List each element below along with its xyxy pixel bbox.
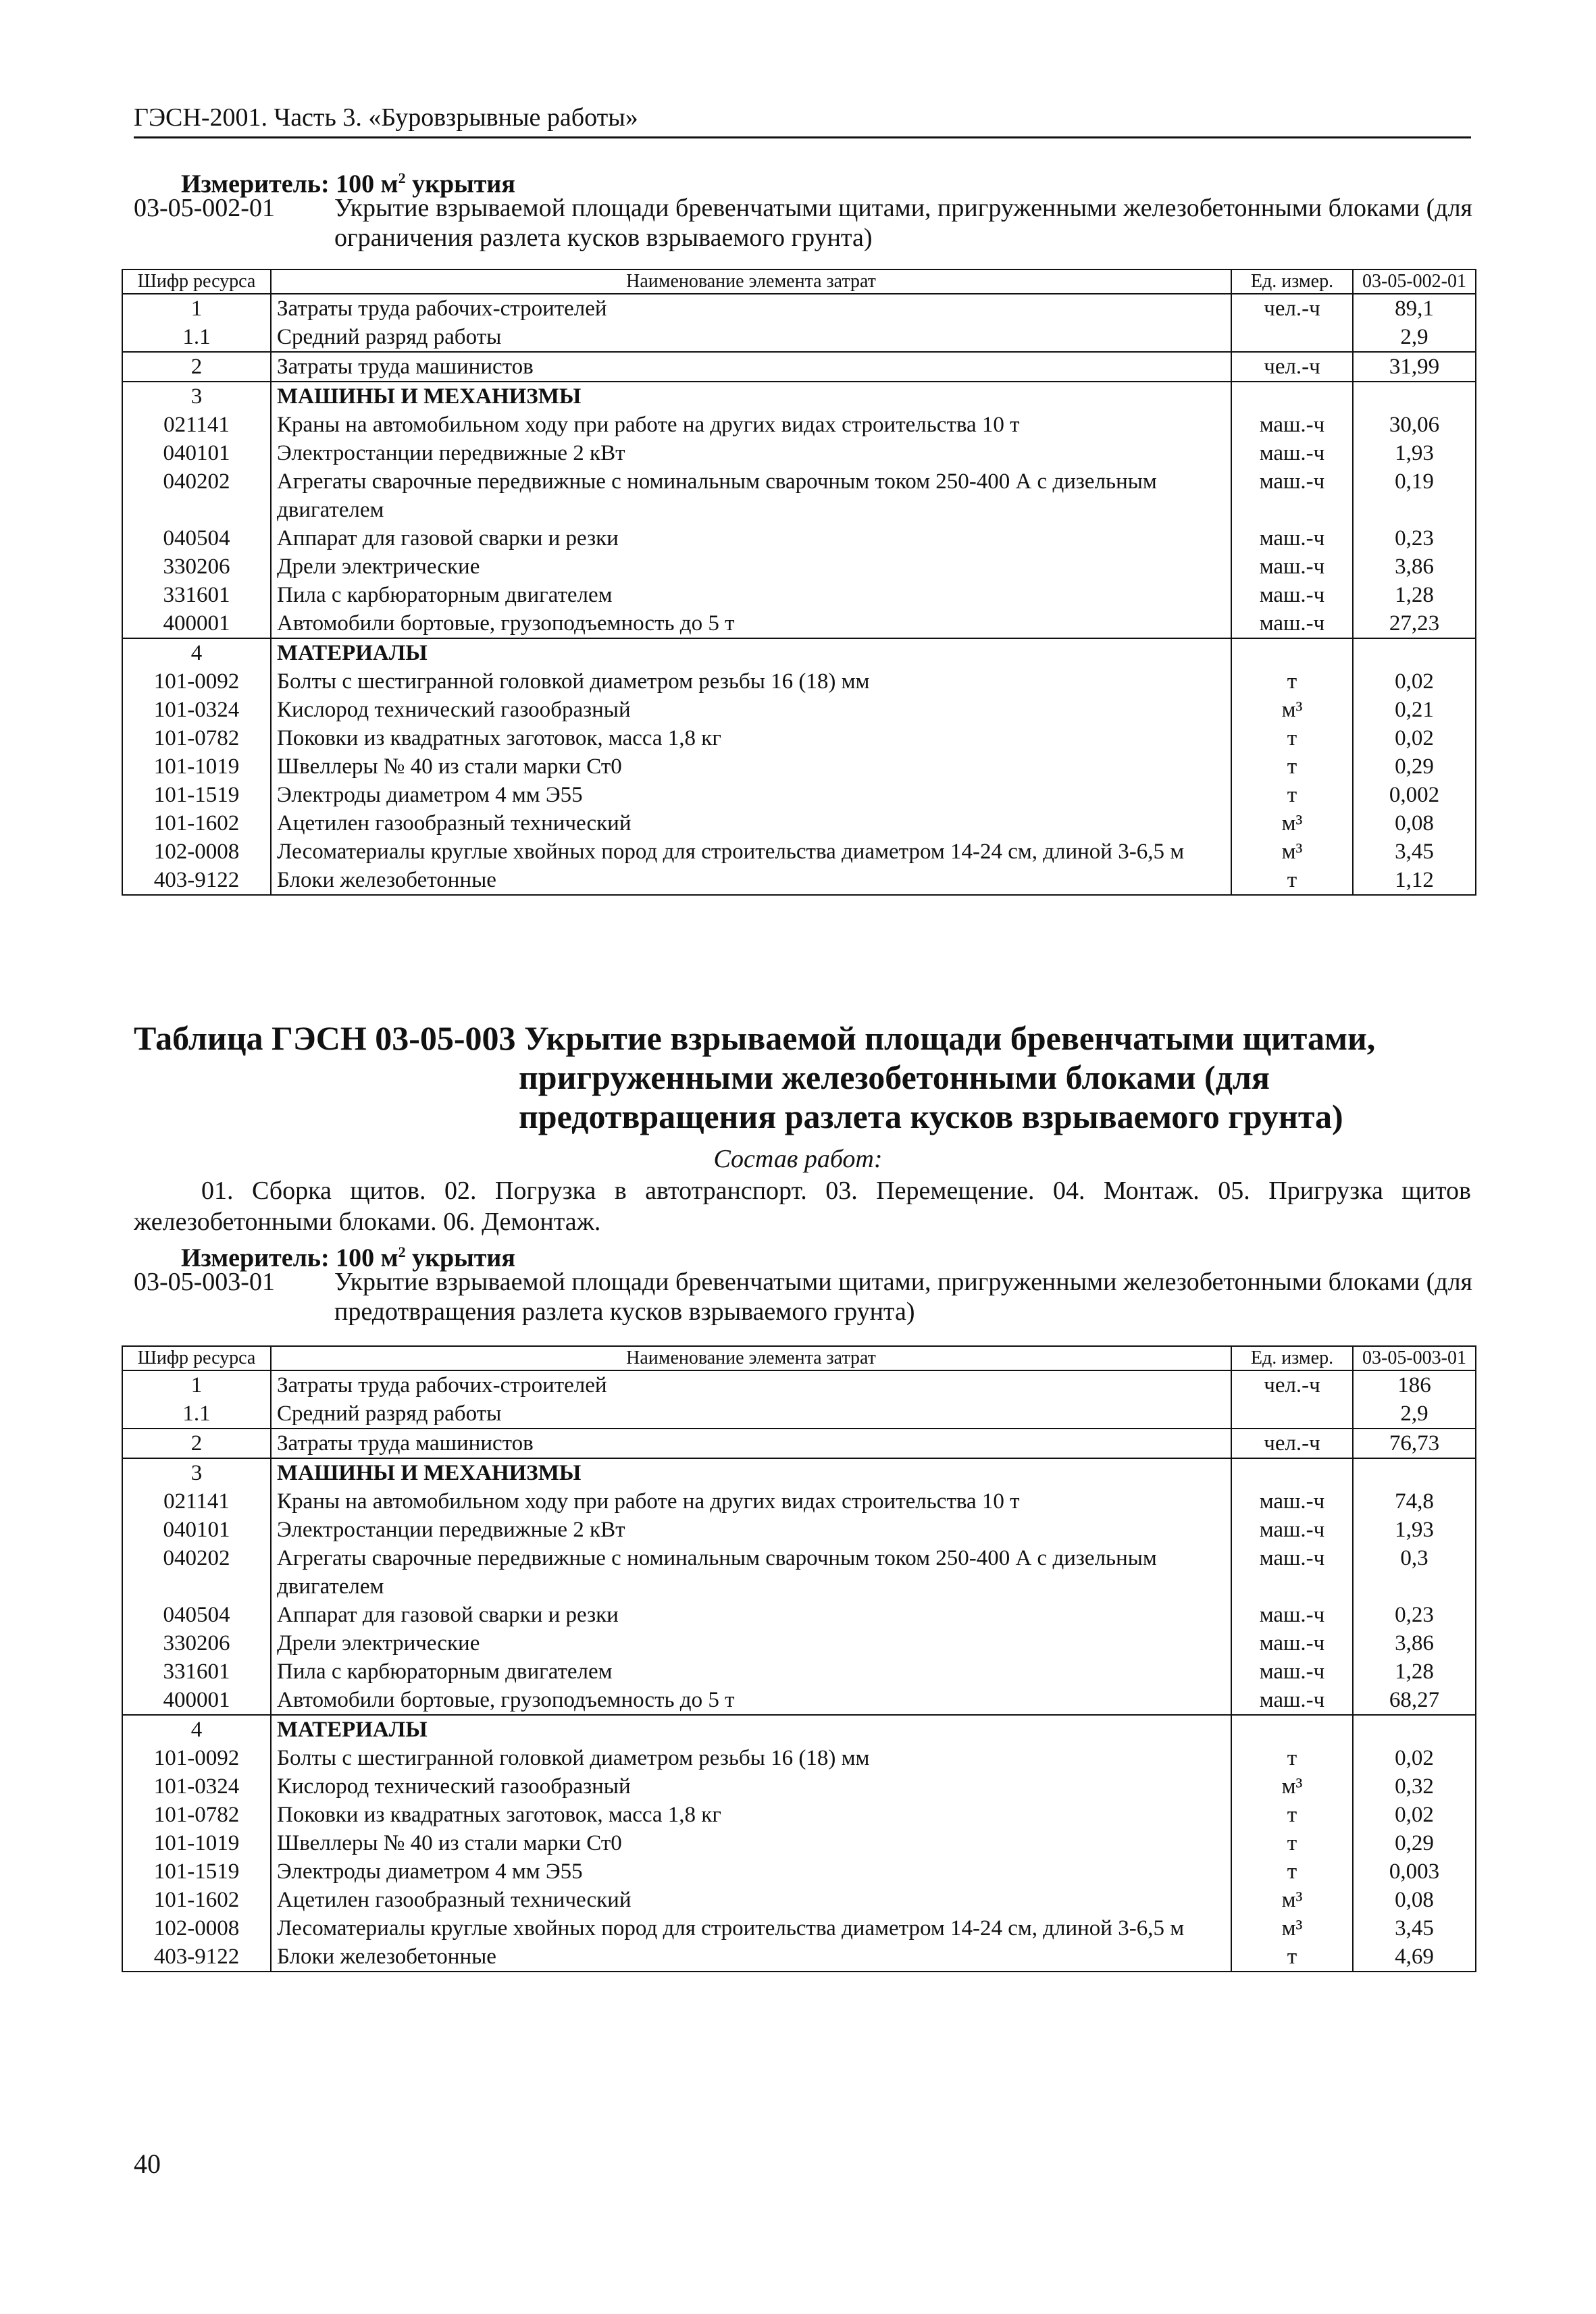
- cell-unit: маш.-ч: [1231, 1487, 1353, 1516]
- cell-name: Лесоматериалы круглые хвойных пород для строительства диаметром 14-24 см, длиной 3-6,5 м: [271, 1914, 1231, 1943]
- cell-code: 021141: [122, 411, 271, 439]
- cell-unit: маш.-ч: [1231, 1657, 1353, 1686]
- cell-code: 040202: [122, 467, 271, 524]
- cell-value: [1353, 382, 1476, 411]
- cell-value: 0,002: [1353, 781, 1476, 809]
- cell-value: [1353, 1715, 1476, 1744]
- cell-name: Пила с карбюраторным двигателем: [271, 581, 1231, 609]
- cell-unit: т: [1231, 866, 1353, 895]
- cell-value: 1,28: [1353, 1657, 1476, 1686]
- cell-name: Средний разряд работы: [271, 1399, 1231, 1429]
- cell-name: МАШИНЫ И МЕХАНИЗМЫ: [271, 382, 1231, 411]
- cell-code: 400001: [122, 1686, 271, 1715]
- resource-table-2: [122, 1345, 1476, 1972]
- cell-name: Затраты труда машинистов: [271, 1429, 1231, 1458]
- cell-unit: маш.-ч: [1231, 581, 1353, 609]
- cell-value: 3,86: [1353, 1629, 1476, 1657]
- cell-value: 2,9: [1353, 323, 1476, 352]
- cell-code: 330206: [122, 1629, 271, 1657]
- cell-code: 101-0324: [122, 696, 271, 724]
- cell-unit: маш.-ч: [1231, 1686, 1353, 1715]
- cell-name: Агрегаты сварочные передвижные с номинальным сварочным током 250-400 А с дизельным двигателем: [271, 467, 1231, 524]
- cell-unit: маш.-ч: [1231, 552, 1353, 581]
- norm-description: Укрытие взрываемой площади бревенчатыми щитами, пригруженными железобетонными блоками (для предотвращения разлета кусков взрываемого грунта): [334, 1268, 1473, 1326]
- cell-value: 68,27: [1353, 1686, 1476, 1715]
- cell-code: 040202: [122, 1544, 271, 1601]
- cell-code: 101-0782: [122, 1801, 271, 1829]
- cell-code: 102-0008: [122, 838, 271, 866]
- table-title: [134, 1019, 1478, 1136]
- cell-code: 1.1: [122, 323, 271, 352]
- cell-name: Электроды диаметром 4 мм Э55: [271, 1857, 1231, 1886]
- cell-unit: [1231, 323, 1353, 352]
- cell-code: 3: [122, 382, 271, 411]
- cell-code: 331601: [122, 581, 271, 609]
- cell-value: 0,003: [1353, 1857, 1476, 1886]
- cell-code: 1: [122, 1370, 271, 1399]
- composition-text: 01. Сборка щитов. 02. Погрузка в автотранспорт. 03. Перемещение. 04. Монтаж. 05. Пригрузка щитов железобетонными блоками. 06. Демонтаж.: [134, 1177, 1471, 1236]
- measure-suffix: укрытия: [405, 170, 515, 199]
- cell-name: Средний разряд работы: [271, 323, 1231, 352]
- composition-label: Состав работ:: [713, 1145, 883, 1173]
- cell-value: 3,45: [1353, 1914, 1476, 1943]
- cell-code: 403-9122: [122, 866, 271, 895]
- cell-unit: маш.-ч: [1231, 467, 1353, 524]
- cell-name: Аппарат для газовой сварки и резки: [271, 1601, 1231, 1629]
- cell-unit: маш.-ч: [1231, 1544, 1353, 1601]
- cell-value: 1,28: [1353, 581, 1476, 609]
- cell-unit: т: [1231, 752, 1353, 781]
- cell-unit: т: [1231, 1801, 1353, 1829]
- cell-value: 0,3: [1353, 1544, 1476, 1601]
- cell-code: 4: [122, 1715, 271, 1744]
- cell-code: 330206: [122, 552, 271, 581]
- header-name: Наименование элемента затрат: [271, 269, 1231, 294]
- cell-unit: т: [1231, 724, 1353, 752]
- cell-unit: чел.-ч: [1231, 352, 1353, 382]
- page-number: 40: [134, 2149, 161, 2179]
- table-title-line-1: Таблица ГЭСН 03-05-003 Укрытие взрываемой площади бревенчатыми щитами,: [134, 1019, 1376, 1057]
- cell-unit: чел.-ч: [1231, 1370, 1353, 1399]
- cell-value: 31,99: [1353, 352, 1476, 382]
- cell-unit: [1231, 1399, 1353, 1429]
- cell-value: 0,08: [1353, 809, 1476, 838]
- cell-name: Электростанции передвижные 2 кВт: [271, 439, 1231, 467]
- cell-unit: маш.-ч: [1231, 524, 1353, 552]
- cell-name: Швеллеры № 40 из стали марки Ст0: [271, 752, 1231, 781]
- table-header-row: [122, 1346, 1476, 1370]
- cell-value: 0,23: [1353, 1601, 1476, 1629]
- cell-value: [1353, 1458, 1476, 1487]
- table-title-line-2: пригруженными железобетонными блоками (для: [519, 1058, 1270, 1096]
- cell-name: Электроды диаметром 4 мм Э55: [271, 781, 1231, 809]
- cell-code: 400001: [122, 609, 271, 638]
- header-code: Шифр ресурса: [122, 269, 271, 294]
- cell-name: МАШИНЫ И МЕХАНИЗМЫ: [271, 1458, 1231, 1487]
- norm-description: Укрытие взрываемой площади бревенчатыми щитами, пригруженными железобетонными блоками (для ограничения разлета кусков взрываемого грунта): [334, 194, 1473, 252]
- cell-value: 0,29: [1353, 752, 1476, 781]
- cell-name: Электростанции передвижные 2 кВт: [271, 1516, 1231, 1544]
- cell-unit: маш.-ч: [1231, 609, 1353, 638]
- measure-prefix: Измеритель: 100 м: [181, 1243, 398, 1272]
- cell-unit: м³: [1231, 696, 1353, 724]
- cell-value: 0,08: [1353, 1886, 1476, 1914]
- cell-value: 186: [1353, 1370, 1476, 1399]
- cell-unit: т: [1231, 1744, 1353, 1772]
- cell-code: 040504: [122, 1601, 271, 1629]
- norm-code-block-2: [134, 1267, 1471, 1328]
- cell-name: МАТЕРИАЛЫ: [271, 1715, 1231, 1744]
- cell-code: 101-1602: [122, 1886, 271, 1914]
- cell-value: 4,69: [1353, 1943, 1476, 1972]
- cell-code: 1: [122, 294, 271, 323]
- cell-unit: т: [1231, 781, 1353, 809]
- measure-sup: 2: [398, 170, 406, 186]
- cell-name: МАТЕРИАЛЫ: [271, 638, 1231, 667]
- cell-unit: т: [1231, 1943, 1353, 1972]
- cell-name: Пила с карбюраторным двигателем: [271, 1657, 1231, 1686]
- cell-name: Автомобили бортовые, грузоподъемность до 5 т: [271, 609, 1231, 638]
- cell-name: Автомобили бортовые, грузоподъемность до 5 т: [271, 1686, 1231, 1715]
- cell-name: Кислород технический газообразный: [271, 696, 1231, 724]
- cell-value: 2,9: [1353, 1399, 1476, 1429]
- cell-code: 021141: [122, 1487, 271, 1516]
- cell-code: 101-1019: [122, 752, 271, 781]
- cell-unit: м³: [1231, 1914, 1353, 1943]
- cell-unit: т: [1231, 1829, 1353, 1857]
- cell-value: 0,19: [1353, 467, 1476, 524]
- cell-code: 2: [122, 1429, 271, 1458]
- cell-name: Краны на автомобильном ходу при работе на других видах строительства 10 т: [271, 1487, 1231, 1516]
- cell-name: Поковки из квадратных заготовок, масса 1,8 кг: [271, 1801, 1231, 1829]
- cell-value: 0,02: [1353, 1801, 1476, 1829]
- cell-name: Кислород технический газообразный: [271, 1772, 1231, 1801]
- cell-unit: т: [1231, 667, 1353, 696]
- cell-name: Лесоматериалы круглые хвойных пород для строительства диаметром 14-24 см, длиной 3-6,5 м: [271, 838, 1231, 866]
- cell-unit: м³: [1231, 809, 1353, 838]
- cell-code: 101-0324: [122, 1772, 271, 1801]
- table-header-row: [122, 269, 1476, 294]
- cell-name: Аппарат для газовой сварки и резки: [271, 524, 1231, 552]
- cell-value: 0,23: [1353, 524, 1476, 552]
- cell-code: 101-1602: [122, 809, 271, 838]
- norm-code: 03-05-003-01: [134, 1268, 275, 1296]
- measure-suffix: укрытия: [405, 1243, 515, 1272]
- cell-value: 27,23: [1353, 609, 1476, 638]
- cell-unit: маш.-ч: [1231, 1516, 1353, 1544]
- cell-unit: [1231, 1458, 1353, 1487]
- cell-value: 0,21: [1353, 696, 1476, 724]
- norm-code-block-1: [134, 193, 1471, 254]
- cell-unit: маш.-ч: [1231, 1629, 1353, 1657]
- cell-code: 101-1519: [122, 1857, 271, 1886]
- table-title-line-3: предотвращения разлета кусков взрываемого грунта): [519, 1098, 1343, 1135]
- cell-value: 30,06: [1353, 411, 1476, 439]
- header-unit: Ед. измер.: [1231, 1346, 1353, 1370]
- cell-name: Блоки железобетонные: [271, 1943, 1231, 1972]
- measure-prefix: Измеритель: 100 м: [181, 170, 398, 199]
- cell-code: 101-0092: [122, 1744, 271, 1772]
- cell-code: 101-0782: [122, 724, 271, 752]
- cell-unit: [1231, 638, 1353, 667]
- cell-unit: маш.-ч: [1231, 439, 1353, 467]
- cell-value: 0,02: [1353, 724, 1476, 752]
- cell-name: Болты с шестигранной головкой диаметром резьбы 16 (18) мм: [271, 1744, 1231, 1772]
- cell-code: 040504: [122, 524, 271, 552]
- cell-code: 040101: [122, 1516, 271, 1544]
- cell-unit: [1231, 1715, 1353, 1744]
- cell-name: Ацетилен газообразный технический: [271, 809, 1231, 838]
- cell-code: 4: [122, 638, 271, 667]
- cell-name: Дрели электрические: [271, 552, 1231, 581]
- cell-name: Ацетилен газообразный технический: [271, 1886, 1231, 1914]
- cell-name: Затраты труда рабочих-строителей: [271, 1370, 1231, 1399]
- header-value: 03-05-003-01: [1353, 1346, 1476, 1370]
- cell-value: 0,32: [1353, 1772, 1476, 1801]
- cell-value: 1,93: [1353, 1516, 1476, 1544]
- cell-name: Блоки железобетонные: [271, 866, 1231, 895]
- cell-code: 403-9122: [122, 1943, 271, 1972]
- cell-unit: м³: [1231, 1772, 1353, 1801]
- cell-value: 3,86: [1353, 552, 1476, 581]
- header-name: Наименование элемента затрат: [271, 1346, 1231, 1370]
- cell-name: Краны на автомобильном ходу при работе на других видах строительства 10 т: [271, 411, 1231, 439]
- cell-unit: м³: [1231, 838, 1353, 866]
- cell-code: 101-1019: [122, 1829, 271, 1857]
- header-code: Шифр ресурса: [122, 1346, 271, 1370]
- cell-value: 74,8: [1353, 1487, 1476, 1516]
- cell-code: 331601: [122, 1657, 271, 1686]
- cell-value: 76,73: [1353, 1429, 1476, 1458]
- cell-code: 1.1: [122, 1399, 271, 1429]
- cell-unit: чел.-ч: [1231, 294, 1353, 323]
- cell-code: 2: [122, 352, 271, 382]
- resource-table-1: [122, 269, 1476, 896]
- norm-code: 03-05-002-01: [134, 194, 275, 222]
- cell-value: 3,45: [1353, 838, 1476, 866]
- cell-name: Швеллеры № 40 из стали марки Ст0: [271, 1829, 1231, 1857]
- cell-unit: м³: [1231, 1886, 1353, 1914]
- cell-value: 1,93: [1353, 439, 1476, 467]
- cell-unit: [1231, 382, 1353, 411]
- cell-unit: маш.-ч: [1231, 411, 1353, 439]
- cell-name: Поковки из квадратных заготовок, масса 1,8 кг: [271, 724, 1231, 752]
- cell-unit: маш.-ч: [1231, 1601, 1353, 1629]
- cell-unit: т: [1231, 1857, 1353, 1886]
- cell-value: 0,02: [1353, 1744, 1476, 1772]
- cell-value: 0,02: [1353, 667, 1476, 696]
- cell-value: 0,29: [1353, 1829, 1476, 1857]
- cell-unit: чел.-ч: [1231, 1429, 1353, 1458]
- cell-code: 101-1519: [122, 781, 271, 809]
- cell-value: [1353, 638, 1476, 667]
- cell-code: 101-0092: [122, 667, 271, 696]
- cell-code: 040101: [122, 439, 271, 467]
- cell-code: 3: [122, 1458, 271, 1487]
- cell-name: Затраты труда машинистов: [271, 352, 1231, 382]
- cell-value: 1,12: [1353, 866, 1476, 895]
- page-header: ГЭСН-2001. Часть 3. «Буровзрывные работы»: [134, 101, 1471, 138]
- header-value: 03-05-002-01: [1353, 269, 1476, 294]
- cell-name: Болты с шестигранной головкой диаметром резьбы 16 (18) мм: [271, 667, 1231, 696]
- cell-name: Дрели электрические: [271, 1629, 1231, 1657]
- cell-name: Агрегаты сварочные передвижные с номинальным сварочным током 250-400 А с дизельным двигателем: [271, 1544, 1231, 1601]
- cell-value: 89,1: [1353, 294, 1476, 323]
- cell-code: 102-0008: [122, 1914, 271, 1943]
- header-unit: Ед. измер.: [1231, 269, 1353, 294]
- measure-sup: 2: [398, 1243, 406, 1260]
- cell-name: Затраты труда рабочих-строителей: [271, 294, 1231, 323]
